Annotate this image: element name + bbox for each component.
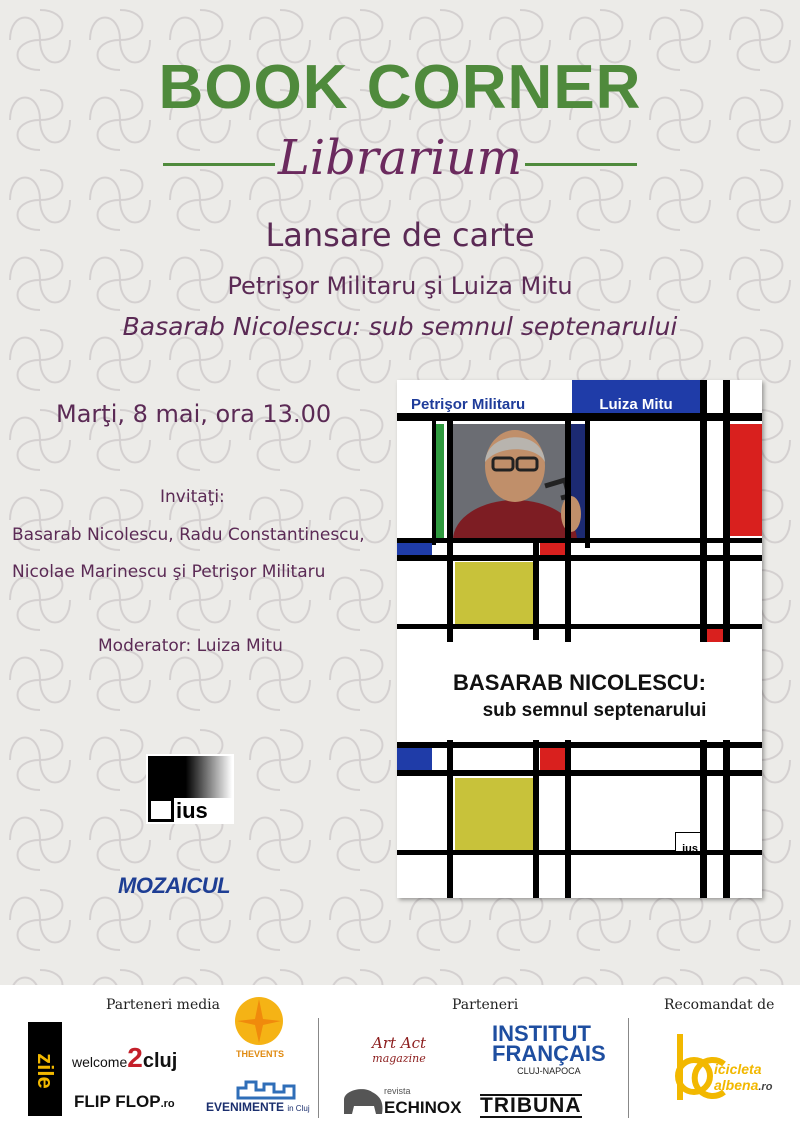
- brand-name: Librarium: [277, 130, 523, 186]
- cover-yellow-block-bottom: [455, 778, 533, 850]
- flipflop-logo: FLIP FLOP.ro: [74, 1092, 175, 1111]
- cover-blue-block-top: [397, 542, 432, 556]
- echinox-logo: ECHINOX: [384, 1098, 462, 1117]
- mozaicul-logo: MOZAICUL: [118, 873, 231, 898]
- recommended-label: Recomandat de: [664, 997, 775, 1013]
- footer-separator-1: [318, 1018, 319, 1118]
- thevents-logo: THEVENTS: [236, 1049, 285, 1059]
- echinox-icon: [340, 1084, 386, 1116]
- cover-blue-block-bottom: [397, 746, 432, 772]
- cover-red-block-small: [540, 542, 565, 556]
- cover-red-block-top: [730, 424, 762, 536]
- event-authors: Petrişor Militaru şi Luiza Mitu: [227, 272, 573, 300]
- book-cover: [397, 380, 762, 898]
- moderator: Moderator: Luiza Mitu: [98, 636, 283, 656]
- event-book-title: Basarab Nicolescu: sub semnul septenarului: [122, 312, 678, 341]
- evenimente-icon: [236, 1078, 296, 1100]
- footer-separator-2: [628, 1018, 629, 1118]
- event-date: Marţi, 8 mai, ora 13.00: [56, 400, 332, 428]
- artact-logo: Art Act magazine: [372, 1034, 427, 1065]
- event-type: Lansare de carte: [265, 216, 535, 254]
- welcome-logo: welcome2cluj: [72, 1042, 178, 1073]
- thevents-icon: [233, 995, 285, 1047]
- cover-red-block-bottom: [540, 746, 565, 772]
- cover-title-line-1: BASARAB NICOLESCU:: [453, 670, 706, 695]
- tribuna-logo: TRIBUNA: [480, 1094, 582, 1117]
- bicicleta-galbena-logo: icicleta albena.ro: [714, 1061, 773, 1093]
- cover-publisher-logo: ius: [675, 832, 701, 852]
- echinox-revista: revista: [384, 1086, 411, 1096]
- cover-author-2: Luiza Mitu: [572, 380, 700, 413]
- page-title: BOOK CORNER: [158, 53, 642, 122]
- aius-logo: ius: [146, 754, 234, 824]
- partners-label: Parteneri: [452, 997, 519, 1013]
- guests-line-2: Nicolae Marinescu şi Petrişor Militaru: [12, 562, 326, 582]
- institut-francais-logo: INSTITUT FRANÇAIS CLUJ-NAPOCA: [492, 1021, 606, 1076]
- cover-author-1: Petrişor Militaru: [397, 380, 572, 413]
- cover-title-line-2: sub semnul septenarului: [482, 700, 707, 721]
- guests-label: Invitaţi:: [160, 487, 225, 507]
- zile-logo: zile: [28, 1022, 62, 1116]
- media-partners-label: Parteneri media: [106, 997, 221, 1013]
- guests-line-1: Basarab Nicolescu, Radu Constantinescu,: [12, 525, 365, 545]
- cover-yellow-block-top: [455, 562, 533, 624]
- evenimente-logo: EVENIMENTE in Cluj: [206, 1100, 310, 1114]
